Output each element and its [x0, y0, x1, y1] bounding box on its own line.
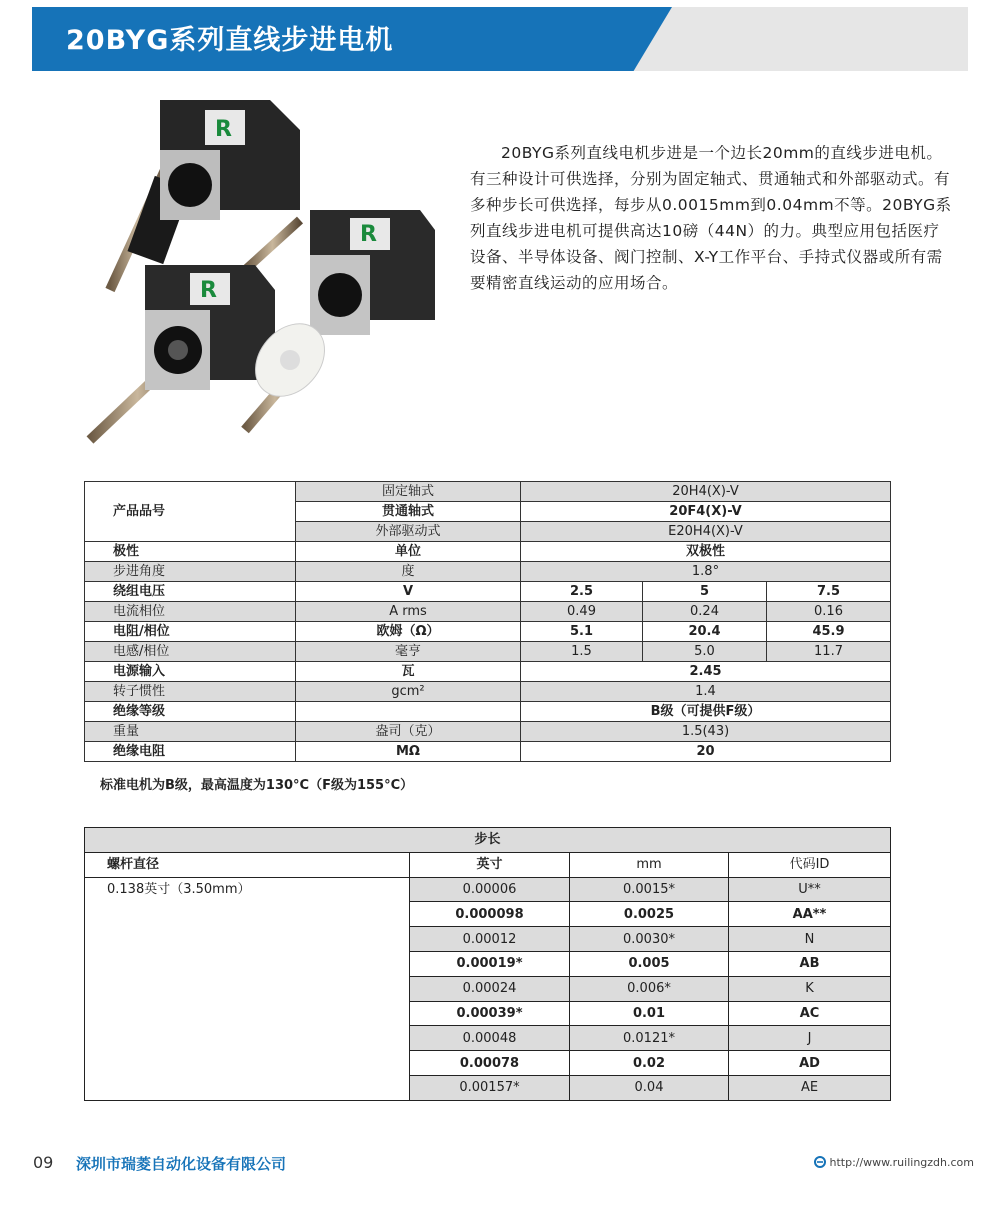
spec-value: 20.4 [643, 622, 767, 642]
step-mm: 0.005 [570, 951, 729, 976]
spec-value: 2.5 [521, 582, 643, 602]
spec-value: 5.1 [521, 622, 643, 642]
type-name: 固定轴式 [296, 482, 521, 502]
spec-value: 1.5(43) [521, 722, 891, 742]
step-code: AB [729, 951, 891, 976]
step-inch: 0.00012 [410, 927, 570, 952]
spec-label: 电源输入 [85, 662, 296, 682]
spec-label: 电流相位 [85, 602, 296, 622]
spec-unit: gcm² [296, 682, 521, 702]
spec-unit: MΩ [296, 742, 521, 762]
step-inch: 0.00019* [410, 951, 570, 976]
step-mm: 0.04 [570, 1075, 729, 1100]
step-code: K [729, 976, 891, 1001]
step-code: AE [729, 1075, 891, 1100]
type-model: 20F4(X)-V [521, 502, 891, 522]
step-inch: 0.00006 [410, 877, 570, 902]
step-mm: 0.02 [570, 1051, 729, 1076]
company-name: 深圳市瑞菱自动化设备有限公司 [76, 1155, 287, 1173]
spec-unit: 单位 [296, 542, 521, 562]
spec-value: B级（可提供F级） [521, 702, 891, 722]
spec-value: 0.49 [521, 602, 643, 622]
spec-label: 步进角度 [85, 562, 296, 582]
type-name: 外部驱动式 [296, 522, 521, 542]
spec-table [84, 481, 891, 762]
browser-icon [814, 1156, 826, 1168]
product-photo [70, 90, 450, 460]
spec-note: 标准电机为B级，最高温度为130°C（F级为155°C） [100, 778, 414, 793]
svg-text:R: R [360, 222, 377, 247]
spec-unit: 瓦 [296, 662, 521, 682]
spec-label: 绝缘等级 [85, 702, 296, 722]
screw-value: 0.138英寸（3.50mm） [85, 877, 410, 1100]
step-title: 步长 [85, 828, 891, 853]
step-code: AC [729, 1001, 891, 1026]
spec-value: 双极性 [521, 542, 891, 562]
svg-text:R: R [200, 278, 217, 303]
step-code: J [729, 1026, 891, 1051]
spec-unit: A rms [296, 602, 521, 622]
spec-value: 2.45 [521, 662, 891, 682]
spec-value: 0.24 [643, 602, 767, 622]
type-model: 20H4(X)-V [521, 482, 891, 502]
spec-value: 0.16 [767, 602, 891, 622]
spec-label: 转子惯性 [85, 682, 296, 702]
step-inch: 0.000098 [410, 902, 570, 927]
type-model: E20H4(X)-V [521, 522, 891, 542]
spec-label: 电阻/相位 [85, 622, 296, 642]
step-inch: 0.00157* [410, 1075, 570, 1100]
website-url[interactable] [814, 1156, 974, 1169]
spec-label: 绝缘电阻 [85, 742, 296, 762]
spec-value: 11.7 [767, 642, 891, 662]
col-mm: mm [570, 852, 729, 877]
page-number: 09 [33, 1153, 54, 1172]
spec-value: 7.5 [767, 582, 891, 602]
spec-label: 电感/相位 [85, 642, 296, 662]
spec-value: 5 [643, 582, 767, 602]
step-inch: 0.00048 [410, 1026, 570, 1051]
step-mm: 0.0015* [570, 877, 729, 902]
spec-value: 5.0 [643, 642, 767, 662]
step-code: AD [729, 1051, 891, 1076]
website-url-text[interactable]: http://www.ruilingzdh.com [829, 1156, 974, 1169]
step-inch: 0.00024 [410, 976, 570, 1001]
spec-value: 1.5 [521, 642, 643, 662]
col-code: 代码ID [729, 852, 891, 877]
step-mm: 0.0121* [570, 1026, 729, 1051]
step-code: AA** [729, 902, 891, 927]
spec-unit: 欧姆（Ω） [296, 622, 521, 642]
spec-unit [296, 702, 521, 722]
col-screw: 螺杆直径 [85, 852, 410, 877]
type-name: 贯通轴式 [296, 502, 521, 522]
step-mm: 0.0030* [570, 927, 729, 952]
spec-label: 极性 [85, 542, 296, 562]
spec-value: 45.9 [767, 622, 891, 642]
col-inch: 英寸 [410, 852, 570, 877]
spec-unit: 盎司（克） [296, 722, 521, 742]
spec-unit: 毫亨 [296, 642, 521, 662]
step-mm: 0.0025 [570, 902, 729, 927]
spec-unit: V [296, 582, 521, 602]
spec-value: 1.4 [521, 682, 891, 702]
intro-paragraph: 20BYG系列直线电机步进是一个边长20mm的直线步进电机。有三种设计可供选择，分别为固定轴式、贯通轴式和外部驱动式。有多种步长可供选择，每步从0.0015mm到0.04mm不等。20BYG系列直线步进电机可提供高达10磅（44N）的力。典型应用包括医疗设备、半导体设备、阀门控制、X-Y工作平台、手持式仪器或所有需要精密直线运动的应用场合。 [470, 144, 952, 292]
spec-value: 1.8° [521, 562, 891, 582]
step-mm: 0.01 [570, 1001, 729, 1026]
page-title: 20BYG系列直线步进电机 [66, 25, 394, 56]
product-label: 产品品号 [85, 482, 296, 542]
svg-text:R: R [215, 117, 232, 142]
spec-unit: 度 [296, 562, 521, 582]
step-inch: 0.00039* [410, 1001, 570, 1026]
spec-label: 绕组电压 [85, 582, 296, 602]
step-inch: 0.00078 [410, 1051, 570, 1076]
step-code: U** [729, 877, 891, 902]
step-code: N [729, 927, 891, 952]
spec-label: 重量 [85, 722, 296, 742]
step-table [84, 827, 891, 1101]
spec-value: 20 [521, 742, 891, 762]
step-mm: 0.006* [570, 976, 729, 1001]
